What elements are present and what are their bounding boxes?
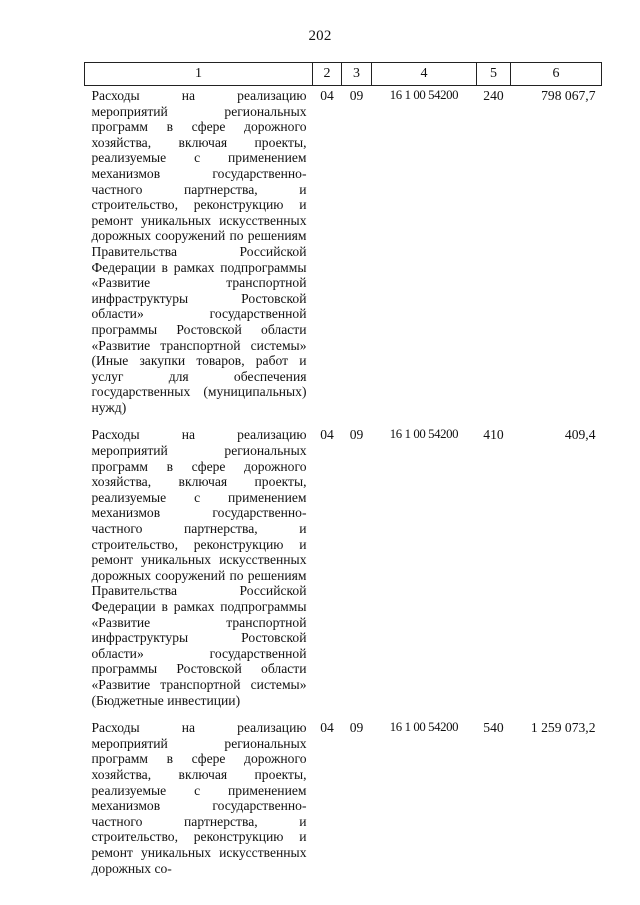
row-section-code: 04 <box>320 88 334 103</box>
header-col-2: 2 <box>313 63 342 86</box>
row-amount: 409,4 <box>564 427 596 443</box>
row-target-article-code: 16 1 00 54200 <box>389 720 459 735</box>
row-subsection-code: 09 <box>349 88 364 103</box>
header-col-3: 3 <box>342 63 372 86</box>
row-amount: 1 259 073,2 <box>530 720 596 736</box>
budget-table <box>84 62 602 886</box>
row-expense-type-code: 410 <box>483 427 504 443</box>
header-row <box>85 63 602 86</box>
table-row <box>85 718 602 886</box>
page-number: 202 <box>308 28 332 44</box>
header-col-1: 1 <box>85 63 313 86</box>
row-subsection-code: 09 <box>349 427 364 443</box>
row-subsection-code: 09 <box>349 720 364 736</box>
row-target-article-code: 16 1 00 54200 <box>389 88 459 102</box>
row-description: Расходы на реализацию мероприятий региональных программ в сфере дорожного хозяйства, включая проекты, реализуемые с применением механизмов государственно-частного партнерства, и строительство, реконструкцию и ремонт уникальных искусственных дорожных со- <box>91 720 307 876</box>
header-col-6: 6 <box>511 63 602 86</box>
table-body <box>85 86 602 887</box>
row-amount: 798 067,7 <box>541 88 596 103</box>
table-header <box>85 63 602 86</box>
header-col-4: 4 <box>372 63 477 86</box>
row-expense-type-code: 240 <box>483 88 504 103</box>
header-col-5: 5 <box>477 63 511 86</box>
row-description: Расходы на реализацию мероприятий региональных программ в сфере дорожного хозяйства, включая проекты, реализуемые с применением механизмов государственно-частного партнерства, и строительство, реконструкцию и ремонт уникальных искусственных дорожных сооружений по решениям Правительства Российской Федерации в рамках подпрограммы «Развитие транспортной инфраструктуры Ростовской области» государственной программы Ростовской области «Развитие транспортной системы» (Бюджетные инвестиции) <box>91 427 307 708</box>
row-expense-type-code: 540 <box>483 720 504 736</box>
table-row <box>85 425 602 718</box>
row-section-code: 04 <box>320 427 334 443</box>
row-target-article-code: 16 1 00 54200 <box>389 427 459 442</box>
row-description: Расходы на реализацию мероприятий региональных программ в сфере дорожного хозяйства, включая проекты, реализуемые с применением механизмов государственно-частного партнерства, и строительство, реконструкцию и ремонт уникальных искусственных дорожных сооружений по решениям Правительства Российской Федерации в рамках подпрограммы «Развитие транспортной инфраструктуры Ростовской области» государственной программы Ростовской области «Развитие транспортной системы» (Иные закупки товаров, работ и услуг для обеспечения государственных (муниципальных) нужд) <box>91 88 307 415</box>
row-section-code: 04 <box>320 720 334 736</box>
table-row <box>85 86 602 426</box>
